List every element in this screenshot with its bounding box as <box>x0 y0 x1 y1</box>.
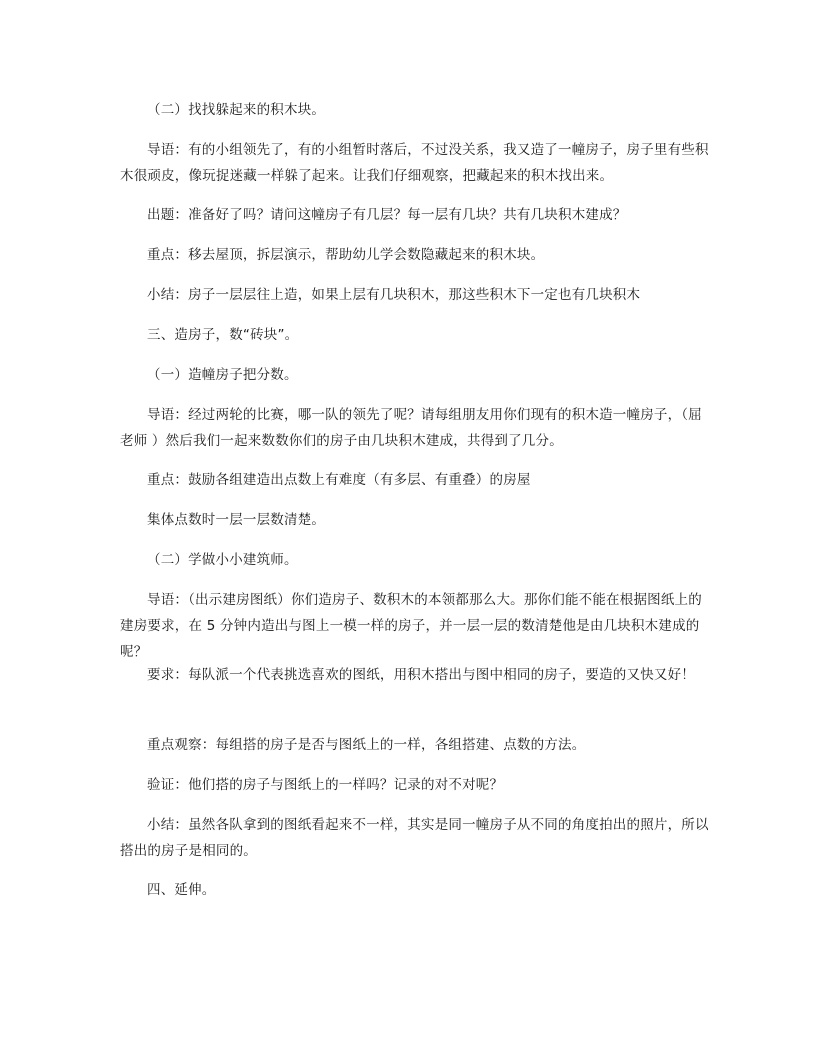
subsection-heading-build-score: （一）造幢房子把分数。 <box>147 367 298 383</box>
paragraph-key-point-2: 重点：鼓励各组建造出点数上有难度（有多层、有重叠）的房屋 <box>147 472 531 488</box>
paragraph-key-point-1: 重点：移去屋顶，拆层演示，帮助幼儿学会数隐藏起来的积木块。 <box>147 247 545 263</box>
subsection-heading-find-blocks: （二）找找躲起来的积木块。 <box>147 102 326 118</box>
paragraph-intro-build: 导语：经过两轮的比赛，哪一队的领先了呢？请每组朋友用你们现有的积木造一幢房子，（屈老师 ）然后我们一起来数数你们的房子由几块积木建成，共得到了几分。 <box>120 407 702 449</box>
paragraph-summary-2: 小结：虽然各队拿到的图纸看起来不一样，其实是同一幢房子从不同的角度拍出的照片，所以搭出的房子是相同的。 <box>120 817 709 859</box>
subsection-heading-architect: （二）学做小小建筑师。 <box>147 552 298 568</box>
paragraph-intro-blueprint: 导语：（出示建房图纸）你们造房子、数积木的本领都那么大。那你们能不能在根据图纸上的建房要求，在 5 分钟内造出与图上一模一样的房子，并一层一层的数清楚他是由几块积木建成的呢？ <box>120 592 702 660</box>
paragraph-key-observation: 重点观察：每组搭的房子是否与图纸上的一样，各组搭建、点数的方法。 <box>147 737 586 753</box>
section-heading-build-house: 三、造房子，数“砖块”。 <box>147 327 299 343</box>
paragraph-verification: 验证：他们搭的房子与图纸上的一样吗？记录的对不对呢？ <box>147 777 504 793</box>
paragraph-intro-hidden-blocks: 导语：有的小组领先了，有的小组暂时落后，不过没关系，我又造了一幢房子，房子里有些积木很顽皮，像玩捉迷藏一样躲了起来。让我们仔细观察，把藏起来的积木找出来。 <box>120 142 709 184</box>
section-heading-extension: 四、延伸。 <box>147 882 216 898</box>
paragraph-requirement: 要求：每队派一个代表挑选喜欢的图纸，用积木搭出与图中相同的房子，要造的又快又好！ <box>147 667 695 683</box>
paragraph-summary-1: 小结：房子一层层往上造，如果上层有几块积木，那这些积木下一定也有几块积木 <box>147 287 641 303</box>
paragraph-count-layers: 集体点数时一层一层数清楚。 <box>147 512 326 528</box>
paragraph-question: 出题：准备好了吗？请问这幢房子有几层？每一层有几块？共有几块积木建成？ <box>147 207 627 223</box>
